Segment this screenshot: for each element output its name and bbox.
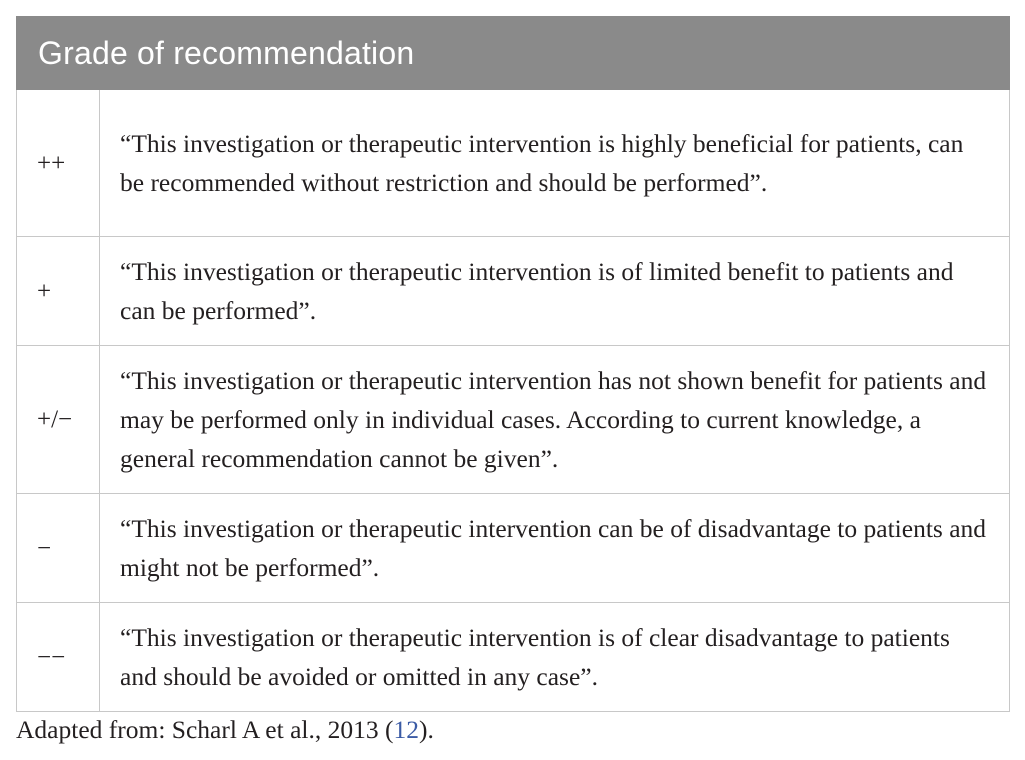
table-header-row <box>17 17 1010 90</box>
grade-description: “This investigation or therapeutic intervention can be of disadvantage to patients and might not be performed”. <box>100 494 1010 603</box>
table-row <box>17 603 1010 712</box>
grade-symbol: −− <box>17 603 100 712</box>
grade-description: “This investigation or therapeutic intervention has not shown benefit for patients and may be performed only in individual cases. According to current knowledge, a general recommendation cannot be given”. <box>100 346 1010 494</box>
grade-symbol: +/− <box>17 346 100 494</box>
grade-symbol: ++ <box>17 90 100 237</box>
grade-description: “This investigation or therapeutic intervention is of limited benefit to patients and can be performed”. <box>100 237 1010 346</box>
table-row <box>17 237 1010 346</box>
grade-symbol: − <box>17 494 100 603</box>
table-row <box>17 346 1010 494</box>
footnote-prefix: Adapted from: Scharl A et al., 2013 ( <box>16 715 394 744</box>
grade-description: “This investigation or therapeutic intervention is of clear disadvantage to patients and should be avoided or omitted in any case”. <box>100 603 1010 712</box>
grade-description: “This investigation or therapeutic intervention is highly beneficial for patients, can be recommended without restriction and should be performed”. <box>100 90 1010 237</box>
table-row <box>17 90 1010 237</box>
reference-link[interactable]: 12 <box>393 715 419 744</box>
table-footnote <box>16 714 434 746</box>
recommendation-grade-table <box>16 16 1010 712</box>
recommendation-table-container <box>16 16 1009 712</box>
table-row <box>17 494 1010 603</box>
footnote-suffix: ). <box>418 715 434 744</box>
table-header-title: Grade of recommendation <box>17 17 1010 90</box>
grade-symbol: + <box>17 237 100 346</box>
